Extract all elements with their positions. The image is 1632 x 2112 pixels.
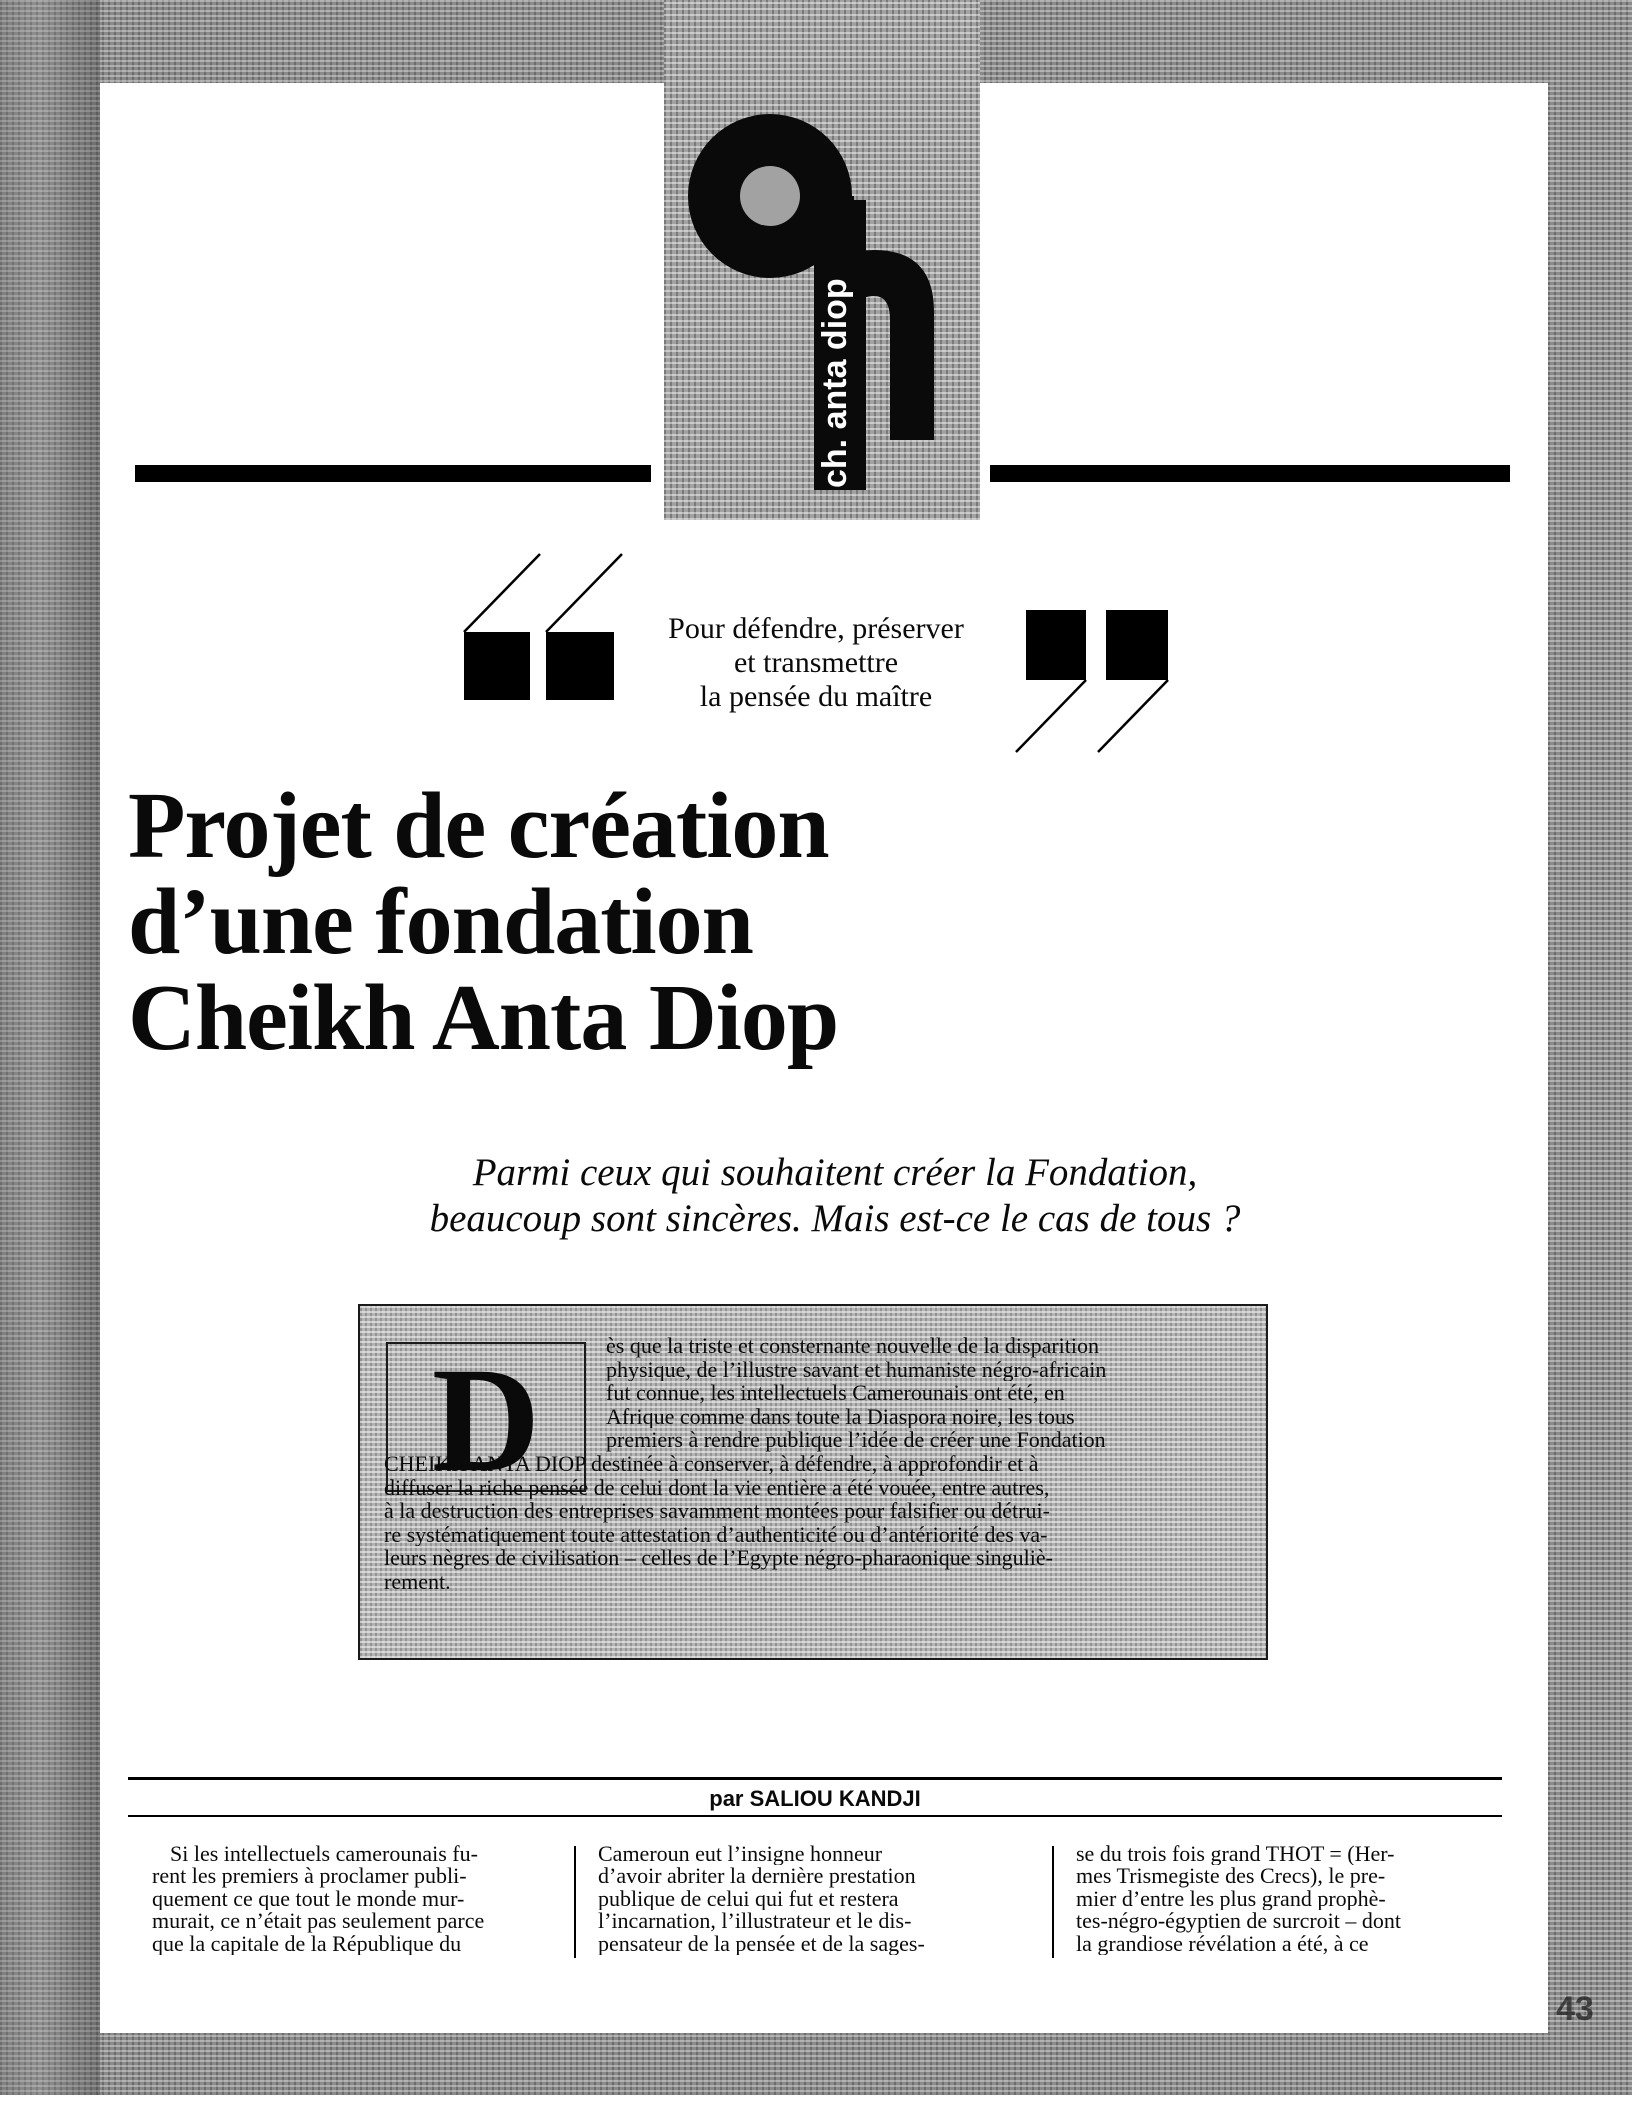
- intro-line: CHEIKH ANTA DIOP destinée à conserver, à défendre, à approfondir et à: [384, 1451, 1039, 1476]
- pull-quote-line: et transmettre: [733, 646, 899, 679]
- body-column-3: [1076, 1843, 1476, 1955]
- pull-quote: [616, 612, 1016, 714]
- article-subtitle: [260, 1150, 1410, 1242]
- intro-line: physique, de l’illustre savant et humaniste négro-africain: [606, 1357, 1107, 1382]
- column-line: que la capitale de la République du: [152, 1932, 462, 1955]
- scan-bottom-edge: [0, 2095, 1632, 2112]
- title-line: Cheikh Anta Diop: [128, 966, 839, 1070]
- column-line: tes-négro-égyptien de surcroit – dont: [1076, 1910, 1402, 1933]
- byline-rule-top: [128, 1777, 1502, 1780]
- intro-line: leurs nègres de civilisation – celles de l’Egypte négro-pharaonique singuliè-: [384, 1546, 1053, 1570]
- column-line: quement ce que tout le monde mur-: [152, 1887, 465, 1911]
- subtitle-line: Parmi ceux qui souhaitent créer la Fondation,: [472, 1151, 1198, 1194]
- pull-quote-line: Pour défendre, préserver: [668, 612, 964, 645]
- byline-rule-bottom: [128, 1815, 1502, 1817]
- pull-quote-line: la pensée du maître: [699, 680, 933, 713]
- header-rule-left: [135, 465, 651, 482]
- column-line: la grandiose révélation a été, à ce: [1076, 1932, 1369, 1955]
- intro-line: premiers à rendre publique l’idée de créer une Fondation: [606, 1428, 1106, 1452]
- column-line: pensateur de la pensée et de la sages-: [598, 1932, 925, 1955]
- close-quote-icon: [1010, 608, 1180, 758]
- intro-line: fut connue, les intellectuels Camerounais ont été, en: [606, 1381, 1065, 1405]
- title-line: d’une fondation: [128, 870, 753, 974]
- column-line: se du trois fois grand THOT = (Her-: [1076, 1843, 1395, 1866]
- header-rule-right: [990, 465, 1510, 482]
- author-byline: par SALIOU KANDJI: [709, 1786, 921, 1811]
- intro-line: diffuser la riche pensée de celui dont la vie entière a été vouée, entre autres,: [384, 1475, 1050, 1500]
- intro-line: ès que la triste et consternante nouvelle de la disparition: [606, 1334, 1100, 1358]
- column-line: mier d’entre les plus grand prophè-: [1076, 1887, 1386, 1911]
- column-line: Cameroun eut l’insigne honneur: [598, 1843, 883, 1866]
- body-column-1: [152, 1843, 552, 1955]
- body-column-2: [598, 1843, 998, 1955]
- logo-vertical-label: ch. anta diop: [816, 278, 854, 488]
- column-line: d’avoir abriter la dernière prestation: [598, 1865, 916, 1888]
- column-line: mes Trismegiste des Crecs), le pre-: [1076, 1865, 1386, 1888]
- intro-line: rement.: [384, 1569, 451, 1594]
- intro-line: re systématiquement toute attestation d’authenticité ou d’antériorité des va-: [384, 1522, 1048, 1547]
- open-quote-icon: [460, 552, 630, 708]
- title-line: Projet de création: [128, 774, 829, 878]
- column-divider: [1052, 1846, 1054, 1958]
- article-title: [128, 774, 1228, 1070]
- intro-line: Afrique comme dans toute la Diaspora noire, les tous: [606, 1404, 1075, 1429]
- intro-paragraph: [384, 1334, 1246, 1594]
- column-divider: [574, 1846, 576, 1958]
- page-number: 43: [1556, 1990, 1594, 2028]
- intro-box: [358, 1304, 1268, 1660]
- intro-line: à la destruction des entreprises savamment montées pour falsifier ou détrui-: [384, 1499, 1050, 1523]
- scan-edge-shadow: [0, 0, 100, 2112]
- column-line: publique de celui qui fut et restera: [598, 1887, 899, 1911]
- column-line: rent les premiers à proclamer publi-: [152, 1865, 467, 1888]
- column-line: murait, ce n’était pas seulement parce: [152, 1910, 485, 1933]
- column-line: l’incarnation, l’illustrateur et le dis-: [598, 1910, 912, 1933]
- column-line: Si les intellectuels camerounais fu-: [170, 1843, 478, 1866]
- subtitle-line: beaucoup sont sincères. Mais est-ce le cas de tous ?: [429, 1197, 1241, 1240]
- dropcap-letter: D: [431, 1337, 541, 1503]
